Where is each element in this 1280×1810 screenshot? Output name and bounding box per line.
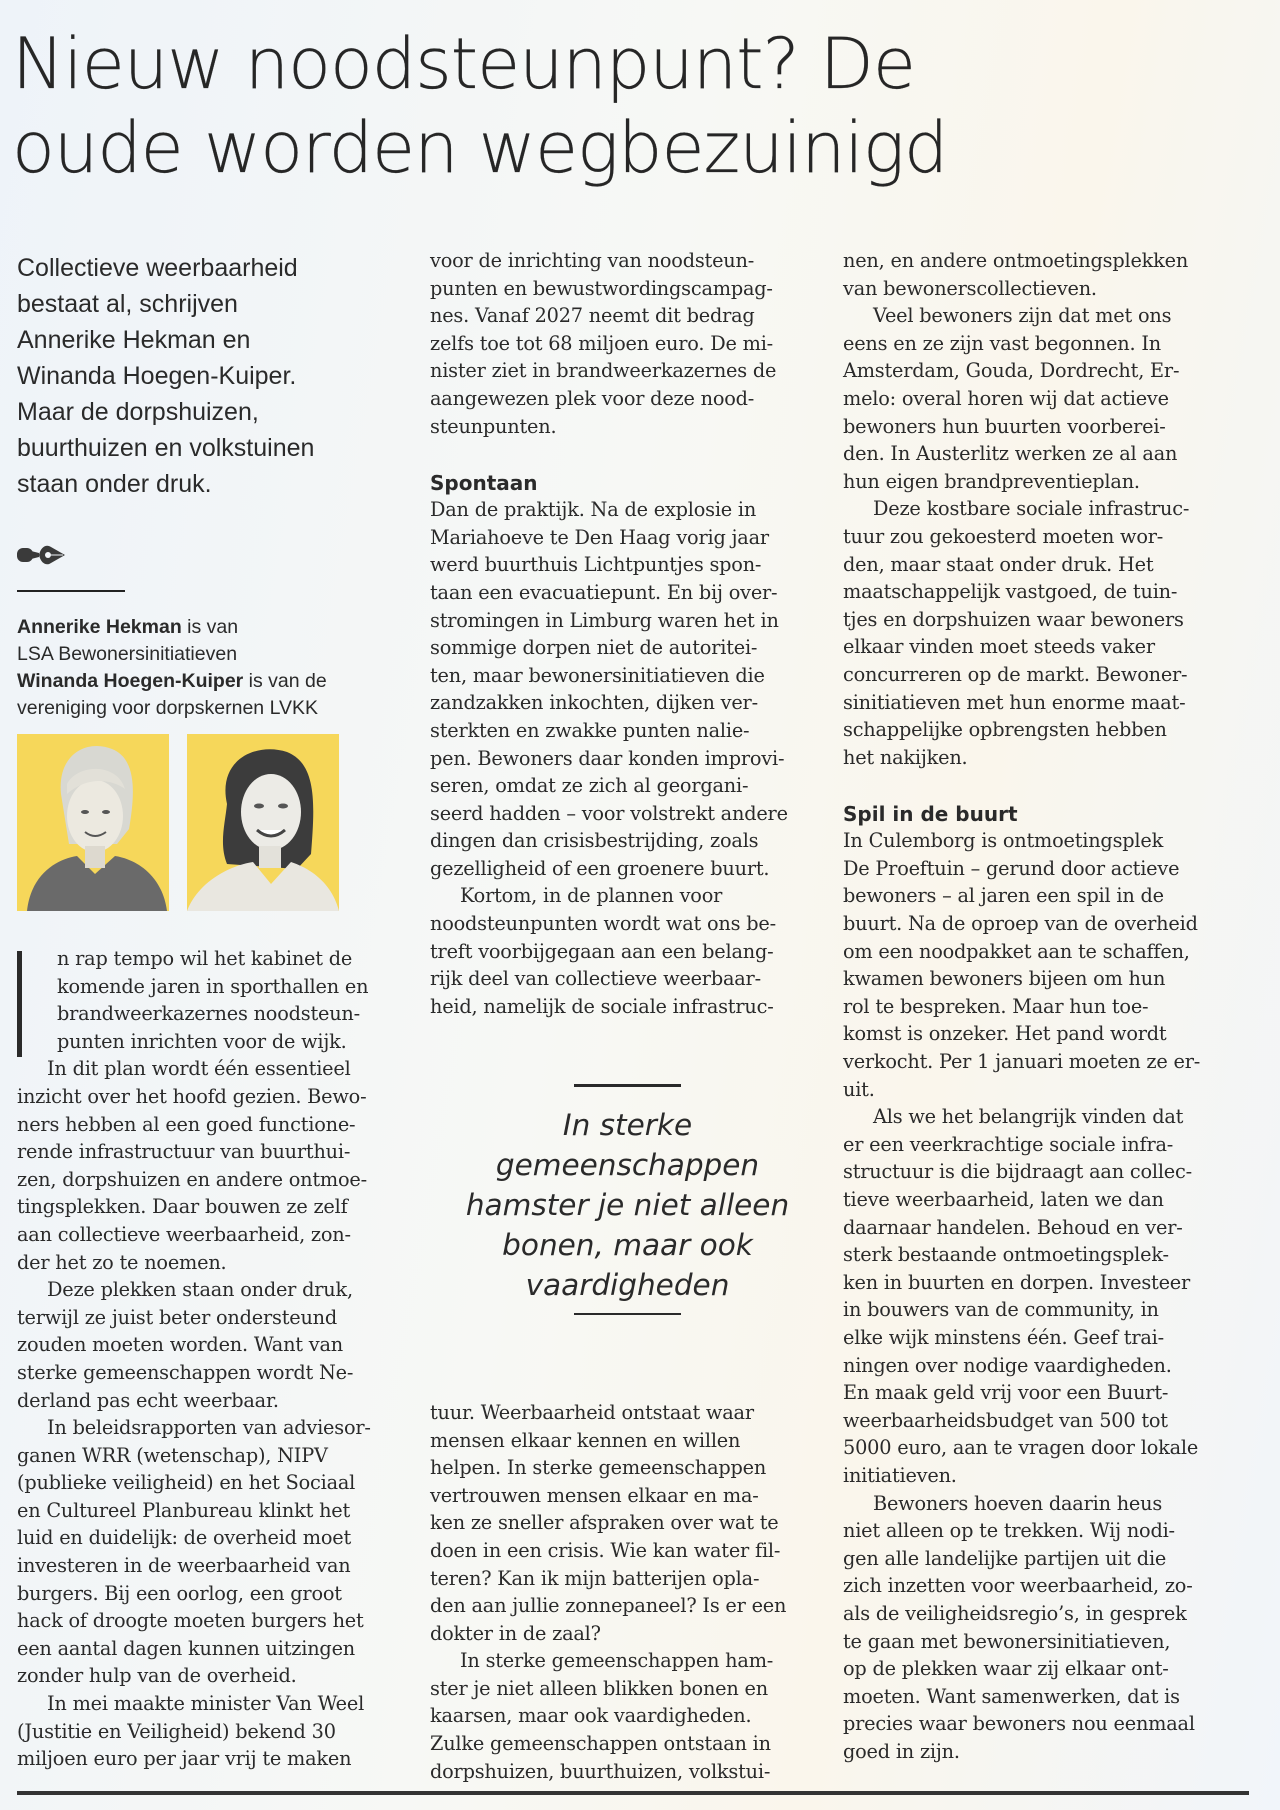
- body-line: noodsteunpunten wordt wat ons be-: [430, 912, 776, 936]
- pull-quote-rule-top: [574, 1084, 681, 1087]
- author-bio-line: [17, 668, 412, 695]
- body-line: pen. Bewoners daar konden improvi-: [430, 746, 785, 770]
- body-line: inzicht over het hoofd gezien. Bewo-: [17, 1084, 367, 1108]
- body-line: In beleidsrapporten van adviesor-: [47, 1416, 371, 1440]
- column-3: [843, 250, 1243, 1765]
- body-line: En maak geld vrij voor een Buurt-: [843, 1381, 1169, 1405]
- subheading-spil-in-de-buurt: Spil in de buurt: [843, 802, 1018, 827]
- body-line: elke wijk minstens één. Geef trai-: [843, 1325, 1164, 1349]
- body-line: n rap tempo wil het kabinet de: [57, 947, 353, 970]
- author-divider: [17, 590, 125, 592]
- author-photos: [17, 734, 412, 911]
- body-line: sommige dorpen niet de autoritei-: [430, 636, 758, 660]
- body-line: initiatieven.: [843, 1463, 957, 1487]
- body-line: Als we het belangrijk vinden dat: [873, 1105, 1184, 1129]
- portrait-illustration: [17, 734, 169, 911]
- body-line: zonder hulp van de overheid.: [17, 1664, 297, 1688]
- pull-quote-rule-bottom: [574, 1313, 681, 1315]
- article-body-col1: [17, 945, 412, 1773]
- body-line: doen in een crisis. Wie kan water fil-: [430, 1538, 781, 1562]
- body-line: mensen elkaar kennen en willen: [430, 1428, 741, 1452]
- body-line: werd buurthuis Lichtpuntjes spon-: [430, 553, 762, 577]
- body-line: ken in buurten en dorpen. Investeer: [843, 1270, 1191, 1294]
- body-line: In mei maakte minister Van Weel: [47, 1692, 365, 1716]
- body-line: maatschappelijk vastgoed, de tuin-: [843, 580, 1178, 604]
- author-affiliation: vereniging voor dorpskernen LVKK: [17, 697, 318, 719]
- body-line: Deze plekken staan onder druk,: [47, 1278, 353, 1302]
- body-line: ken ze sneller afspraken over wat te: [430, 1511, 779, 1535]
- author-affiliation-prefix: is van: [181, 616, 239, 638]
- author-bio-line: [17, 614, 412, 641]
- portrait-illustration: [187, 734, 339, 911]
- body-line: sinitiatieven met hun enorme maat-: [843, 690, 1186, 714]
- body-line: moeten. Want samenwerken, dat is: [843, 1684, 1180, 1708]
- body-line: zen, dorpshuizen en andere ontmoe-: [17, 1167, 367, 1191]
- body-line: op de plekken waar zij elkaar ont-: [843, 1657, 1169, 1681]
- body-line: zandzakken inkochten, dijken ver-: [430, 691, 758, 715]
- body-line: treft voorbijgegaan aan een belang-: [430, 939, 774, 963]
- body-line: Amsterdam, Gouda, Dordrecht, Er-: [843, 359, 1180, 383]
- intro-line: Maar de dorpshuizen,: [17, 398, 259, 426]
- body-line: structuur is die bijdraagt aan collec-: [843, 1160, 1192, 1184]
- author-affiliation: LSA Bewonersinitiatieven: [17, 643, 238, 665]
- body-line: eens en ze zijn vast begonnen. In: [843, 331, 1161, 355]
- body-line: er een veerkrachtige sociale infra-: [843, 1132, 1174, 1156]
- body-line: punten inrichten voor de wijk.: [57, 1029, 347, 1053]
- body-line: rol te bespreken. Maar hun toe-: [843, 994, 1149, 1018]
- body-line: Zulke gemeenschappen ontstaan in: [430, 1732, 771, 1756]
- body-line: punten en bewustwordingscampag-: [430, 276, 773, 300]
- body-line: precies waar bewoners nou eenmaal: [843, 1712, 1195, 1736]
- body-line: uit.: [843, 1077, 875, 1101]
- intro-line: Collectieve weerbaarheid: [17, 254, 298, 282]
- body-line: tjes en dorpshuizen waar bewoners: [843, 607, 1184, 631]
- body-line: In dit plan wordt één essentieel: [47, 1057, 351, 1081]
- pull-quote: [430, 1084, 825, 1315]
- drop-cap-letter-i: [17, 951, 22, 1057]
- body-line: schappelijke opbrengsten hebben: [843, 718, 1167, 742]
- body-line: als de veiligheidsregio’s, in gesprek: [843, 1601, 1187, 1625]
- body-line: sterk bestaande ontmoetingsplek-: [843, 1243, 1169, 1267]
- pull-quote-line: vaardigheden: [525, 1268, 730, 1303]
- body-line: Bewoners hoeven daarin heus: [873, 1491, 1163, 1515]
- body-line: ster je niet alleen blikken bonen en: [430, 1676, 768, 1700]
- body-line: rende infrastructuur van buurthui-: [17, 1140, 351, 1164]
- body-line: en Cultureel Planbureau klinkt het: [17, 1498, 351, 1522]
- author-photo: [17, 734, 169, 911]
- body-line: ten, maar bewonersinitiatieven die: [430, 663, 765, 687]
- body-line: daarnaar handelen. Behoud en ver-: [843, 1215, 1183, 1239]
- body-line: terwijl ze juist beter ondersteund: [17, 1305, 338, 1329]
- article-body-col3-bottom: [843, 827, 1243, 1765]
- body-line: 5000 euro, aan te vragen door lokale: [843, 1436, 1199, 1460]
- body-line: om een noodpakket aan te schaffen,: [843, 939, 1190, 963]
- body-line: Dan de praktijk. Na de explosie in: [430, 498, 757, 522]
- intro-line: bestaat al, schrijven: [17, 290, 238, 318]
- body-line: aan collectieve weerbaarheid, zon-: [17, 1222, 351, 1246]
- body-line: Kortom, in de plannen voor: [460, 884, 723, 908]
- pull-quote-text: [430, 1105, 825, 1305]
- body-line: gen alle landelijke partijen uit die: [843, 1546, 1167, 1570]
- article-body-col3-top: [843, 247, 1243, 771]
- pull-quote-line: gemeenschappen: [495, 1148, 760, 1183]
- body-line: taan een evacuatiepunt. En bij over-: [430, 580, 778, 604]
- body-line: teren? Kan ik mijn batterijen opla-: [430, 1566, 760, 1590]
- body-line: (Justitie en Veiligheid) bekend 30: [17, 1719, 336, 1743]
- body-line: aangewezen plek voor deze nood-: [430, 386, 755, 410]
- body-line: een aantal dagen kunnen uitzingen: [17, 1636, 355, 1660]
- author-name: Winanda Hoegen-Kuiper: [17, 670, 244, 692]
- body-line: van bewonerscollectieven.: [843, 276, 1097, 300]
- body-line: zich inzetten voor weerbaarheid, zo-: [843, 1574, 1193, 1598]
- author-bios: [17, 614, 412, 722]
- body-line: tuur. Weerbaarheid ontstaat waar: [430, 1400, 754, 1424]
- body-line: voor de inrichting van noodsteun-: [430, 249, 755, 272]
- body-line: helpen. In sterke gemeenschappen: [430, 1456, 767, 1480]
- body-line: heid, namelijk de sociale infrastruc-: [430, 994, 774, 1018]
- body-line: stromingen in Limburg waren het in: [430, 608, 779, 632]
- headline: [12, 22, 1252, 190]
- body-line: tingsplekken. Daar bouwen ze zelf: [17, 1195, 348, 1219]
- body-line: sterkten en zwakke punten nalie-: [430, 718, 750, 742]
- author-name: Annerike Hekman: [17, 616, 182, 638]
- headline-line: oude worden wegbezuinigd: [12, 107, 948, 189]
- body-line: dingen dan crisisbestrijding, zoals: [430, 829, 759, 853]
- body-line: zouden moeten worden. Want van: [17, 1333, 343, 1357]
- author-affiliation-prefix: is van de: [243, 670, 327, 692]
- body-line: In sterke gemeenschappen ham-: [460, 1649, 774, 1673]
- intro-line: Winanda Hoegen-Kuiper.: [17, 362, 297, 390]
- body-line: bewoners hun buurten voorberei-: [843, 414, 1166, 438]
- body-line: gezelligheid of een groenere buurt.: [430, 856, 770, 880]
- intro-line: Annerike Hekman en: [17, 326, 251, 354]
- intro-lead: [17, 250, 412, 502]
- body-line: komst is onzeker. Het pand wordt: [843, 1022, 1167, 1046]
- body-line: miljoen euro per jaar vrij te maken: [17, 1747, 352, 1771]
- body-line: nes. Vanaf 2027 neemt dit bedrag: [430, 304, 755, 328]
- body-line: den. In Austerlitz werken ze al aan: [843, 442, 1178, 466]
- body-line: kwamen bewoners bijeen om hun: [843, 967, 1166, 991]
- body-line: Deze kostbare sociale infrastruc-: [873, 497, 1190, 521]
- body-line: melo: overal horen wij dat actieve: [843, 386, 1169, 410]
- body-line: rijk deel van collectieve weerbaar-: [430, 967, 761, 991]
- body-line: dokter in de zaal?: [430, 1621, 601, 1645]
- headline-line: Nieuw noodsteunpunt? De: [12, 23, 915, 105]
- body-line: vertrouwen mensen elkaar en ma-: [430, 1483, 759, 1507]
- body-line: concurreren op de markt. Bewoner-: [843, 662, 1188, 686]
- body-line: sterke gemeenschappen wordt Ne-: [17, 1360, 354, 1384]
- body-line: seren, omdat ze zich al georgani-: [430, 774, 749, 798]
- body-line: (publieke veiligheid) en het Sociaal: [17, 1471, 356, 1495]
- article-body-col2-bottom: [430, 1399, 825, 1785]
- body-line: tieve weerbaarheid, laten we dan: [843, 1188, 1164, 1211]
- body-line: in bouwers van de community, in: [843, 1298, 1159, 1322]
- body-line: luid en duidelijk: de overheid moet: [17, 1526, 352, 1550]
- body-line: ningen over nodige vaardigheden.: [843, 1353, 1172, 1377]
- body-line: ganen WRR (wetenschap), NIPV: [17, 1443, 328, 1467]
- subheading-spontaan: Spontaan: [430, 471, 538, 496]
- body-line: te gaan met bewonersinitiatieven,: [843, 1629, 1171, 1653]
- body-line: kaarsen, maar ook vaardigheden.: [430, 1704, 752, 1728]
- pull-quote-line: In sterke: [562, 1108, 693, 1143]
- body-line: nen, en andere ontmoetingsplekken: [843, 249, 1189, 272]
- body-line: hun eigen brandpreventieplan.: [843, 469, 1140, 493]
- body-line: buurt. Na de oproep van de overheid: [843, 912, 1198, 936]
- body-line: De Proeftuin – gerund door actieve: [843, 856, 1180, 880]
- body-line: brandweerkazernes noodsteun-: [57, 1002, 360, 1026]
- body-line: elkaar vinden moet steeds vaker: [843, 635, 1155, 659]
- body-line: Mariahoeve te Den Haag vorig jaar: [430, 525, 769, 549]
- body-line: steunpunten.: [430, 414, 557, 438]
- body-line: In Culemborg is ontmoetingsplek: [843, 829, 1164, 853]
- body-line: derland pas echt weerbaar.: [17, 1388, 279, 1412]
- article-body-col2-top: [430, 247, 825, 440]
- body-line: bewoners – al jaren een spil in de: [843, 884, 1164, 908]
- body-line: den aan jullie zonnepaneel? Is er een: [430, 1594, 787, 1618]
- column-2: [430, 250, 825, 1785]
- column-1: [17, 250, 412, 1773]
- pull-quote-line: bonen, maar ook: [502, 1228, 753, 1263]
- fountain-pen-nib-icon: [17, 542, 67, 568]
- author-photo: [187, 734, 339, 911]
- article-bottom-rule: [17, 1791, 1249, 1795]
- body-line: weerbaarheidsbudget van 500 tot: [843, 1408, 1168, 1432]
- body-line: verkocht. Per 1 januari moeten ze er-: [843, 1050, 1201, 1074]
- body-line: den, maar staat onder druk. Het: [843, 552, 1154, 576]
- intro-line: staan onder druk.: [17, 470, 212, 498]
- pull-quote-line: hamster je niet alleen: [465, 1188, 790, 1223]
- body-line: ners hebben al een goed functione-: [17, 1112, 356, 1136]
- body-line: tuur zou gekoesterd moeten wor-: [843, 524, 1164, 548]
- body-line: der het zo te noemen.: [17, 1250, 227, 1274]
- body-line: Veel bewoners zijn dat met ons: [873, 304, 1172, 328]
- body-line: niet alleen op te trekken. Wij nodi-: [843, 1519, 1175, 1543]
- body-line: nister ziet in brandweerkazernes de: [430, 359, 777, 383]
- body-line: investeren in de weerbaarheid van: [17, 1554, 351, 1578]
- body-line: seerd hadden – voor volstrekt andere: [430, 801, 788, 825]
- body-line: zelfs toe tot 68 miljoen euro. De mi-: [430, 331, 773, 355]
- body-line: hack of droogte moeten burgers het: [17, 1609, 364, 1633]
- intro-line: buurthuizen en volkstuinen: [17, 434, 315, 462]
- body-line: het nakijken.: [843, 745, 968, 769]
- article-body-col2-mid: [430, 496, 825, 1020]
- body-line: goed in zijn.: [843, 1739, 960, 1763]
- body-line: komende jaren in sporthallen en: [57, 974, 369, 998]
- body-line: dorpshuizen, buurthuizen, volkstui-: [430, 1759, 771, 1783]
- body-line: burgers. Bij een oorlog, een groot: [17, 1581, 342, 1605]
